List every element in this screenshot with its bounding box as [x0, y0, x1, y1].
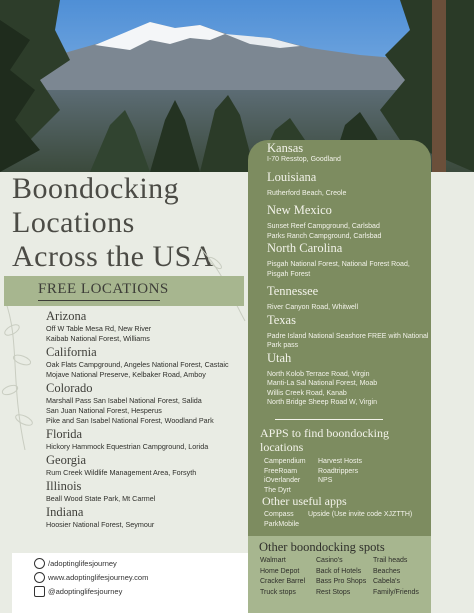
state-name: Utah [267, 350, 292, 365]
spot-item: Casino's [316, 557, 343, 564]
app-item: NPS [318, 477, 333, 484]
useful-apps-heading: Other useful apps [262, 494, 347, 508]
spot-item: Trail heads [373, 557, 408, 564]
state-name: California [46, 345, 97, 359]
title-line-3: Across the USA [12, 240, 214, 273]
state-name: Indiana [46, 505, 84, 519]
title-line-2: Locations [12, 206, 135, 239]
state-name: Texas [267, 312, 296, 327]
botanical-sketch-icon [0, 300, 50, 450]
apps-divider [275, 419, 383, 420]
website-url: www.adoptinglifesjourney.com [48, 573, 149, 582]
free-locations-heading: FREE LOCATIONS [38, 281, 169, 297]
state-block-illinois [46, 479, 246, 504]
app-item: Campendium [264, 458, 306, 465]
location-item: Rum Creek Wildlife Management Area, Forsyth [46, 468, 197, 477]
panel-content [267, 141, 431, 408]
app-item: FreeRoam [264, 467, 298, 475]
spots-col2 [316, 556, 366, 598]
social-links-box [12, 553, 248, 613]
state-name: Illinois [46, 479, 82, 493]
apps-list-col1 [264, 457, 306, 495]
state-block-georgia [46, 453, 246, 478]
state-name: North Carolina [267, 241, 343, 255]
app-item: Upside (Use invite code XJZTTH) [308, 511, 413, 518]
app-item: Harvest Hosts [318, 458, 362, 465]
location-item: Padre Island National Seashore FREE with National Park pass [267, 332, 429, 349]
state-name: Louisiana [267, 169, 317, 184]
spot-item: Walmart [260, 557, 286, 564]
spot-item: Back of Hotels [316, 567, 362, 575]
location-item: Kaibab National Forest, Williams [46, 334, 150, 343]
spot-item: Home Depot [260, 567, 300, 575]
free-locations-list [46, 308, 246, 530]
location-item: Hickory Hammock Equestrian Campground, Lorida [46, 442, 209, 451]
state-name: Georgia [46, 453, 87, 467]
apps-heading: APPS to find boondocking locations [260, 426, 390, 454]
heading-underline [38, 300, 160, 301]
spot-item: Rest Stops [316, 588, 351, 596]
instagram-handle: @adoptinglifesjourney [48, 587, 123, 596]
location-item: Pike and San Isabel National Forest, Woodland Park [46, 416, 214, 425]
location-item: Manti-La Sal National Forest, Moab [267, 380, 378, 387]
location-item: North Kolob Terrace Road, Virgin [267, 370, 370, 378]
spots-col3 [373, 556, 419, 598]
other-spots-heading: Other boondocking spots [259, 540, 385, 554]
state-name: Arizona [46, 309, 87, 323]
location-item: River Canyon Road, Whitwell [267, 304, 359, 311]
spot-item: Bass Pro Shops [316, 578, 367, 585]
state-locations-panel [248, 140, 431, 542]
location-item: Hoosier National Forest, Seymour [46, 520, 155, 529]
spot-item: Truck stops [260, 588, 296, 596]
location-item: I-70 Resstop, Goodland [267, 156, 341, 163]
location-item: North Bridge Sheep Road W, Virgin [267, 399, 377, 406]
state-name: Kansas [267, 141, 304, 155]
state-block-colorado [46, 381, 246, 426]
state-block-indiana [46, 505, 246, 530]
spot-item: Beaches [373, 567, 401, 575]
state-name: New Mexico [267, 203, 332, 217]
state-block-arizona [46, 309, 246, 344]
other-spots-section [248, 536, 431, 613]
title-line-1: Boondocking [12, 172, 180, 205]
location-item: Off W Table Mesa Rd, New River [46, 324, 152, 333]
location-item: Beall Wood State Park, Mt Carmel [46, 494, 156, 503]
spot-item: Cabela's [373, 578, 401, 585]
app-item: Compass [264, 511, 294, 518]
spots-col1 [260, 556, 305, 598]
state-block-florida [46, 427, 246, 452]
location-item: Sunset Reef Campground, Carlsbad [267, 223, 380, 230]
location-item: Willis Creek Road, Kanab [267, 389, 347, 397]
state-name: Colorado [46, 381, 93, 395]
useful-apps-col1 [264, 510, 299, 529]
free-locations-banner [4, 276, 244, 306]
app-item: The Dyrt [264, 486, 291, 494]
apps-list-col2 [318, 457, 362, 486]
location-item: San Juan National Forest, Hesperus [46, 406, 162, 415]
state-name: Tennessee [267, 284, 319, 298]
app-item: ParkMobile [264, 520, 300, 528]
spot-item: Cracker Barrel [260, 578, 306, 585]
instagram-link[interactable] [48, 587, 122, 596]
spot-item: Family/Friends [373, 588, 419, 596]
state-block-california [46, 345, 246, 380]
instagram-icon [34, 586, 45, 597]
location-item: Parks Ranch Campground, Carlsbad [267, 232, 382, 240]
pinterest-handle: /adoptinglifesjourney [48, 559, 117, 568]
location-item: Pisgah National Forest, National Forest Road, Pisgah Forest [267, 261, 410, 278]
location-item: Oak Flats Campground, Angeles National Forest, Castaic [46, 360, 229, 369]
pinterest-link[interactable] [48, 559, 117, 568]
useful-apps-col2 [308, 510, 412, 520]
location-item: Rutherford Beach, Creole [267, 189, 347, 197]
location-item: Mojave National Preserve, Kelbaker Road, Amboy [46, 370, 206, 379]
location-item: Marshall Pass San Isabel National Forest, Salida [46, 396, 202, 405]
globe-icon [34, 572, 45, 583]
app-item: iOverlander [264, 477, 301, 484]
state-name: Florida [46, 427, 83, 441]
app-item: Roadtrippers [318, 467, 359, 475]
pinterest-icon [34, 558, 45, 569]
website-link[interactable] [48, 573, 148, 582]
